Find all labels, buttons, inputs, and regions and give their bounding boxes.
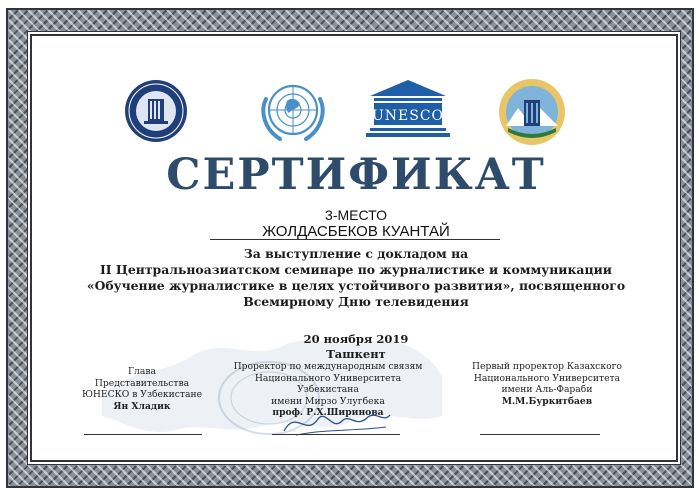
- signatory-name: проф. Р.Х.Ширинова: [272, 407, 384, 418]
- signatory-title-line: Национального Университета: [473, 372, 621, 384]
- event-date: 20 ноября 2019: [303, 332, 409, 346]
- signatory-title-line: Глава: [127, 366, 157, 377]
- signatory-title-line: Проректор по международным связям: [233, 361, 423, 372]
- signature-line: [480, 434, 600, 435]
- signatory-title-line: ЮНЕСКО в Узбекистане: [81, 389, 203, 400]
- signatory-title-line: имени Аль-Фараби: [501, 384, 593, 395]
- date-location: [32, 332, 678, 362]
- event-city: Ташкент: [326, 347, 386, 361]
- description-line: Всемирному Дню телевидения: [243, 294, 469, 309]
- un-emblem-icon: [254, 79, 332, 145]
- signatory-name: М.М.Буркитбаев: [501, 395, 593, 407]
- signatory-title-line: Первый проректор Казахского: [472, 361, 622, 372]
- signatory-unesco: [72, 366, 212, 412]
- signatory-title-line: Национального Университета Узбекистана: [254, 372, 402, 395]
- signatory-title-line: имени Мирзо Улугбека: [271, 395, 385, 407]
- kaznu-logo-icon: [498, 78, 566, 146]
- certificate-title: СЕРТИФИКАТ: [166, 150, 546, 200]
- signature-line: [84, 434, 202, 435]
- signatory-kaznu: [452, 361, 642, 407]
- recipient-name: ЖОЛДАСБЕКОВ КУАНТАЙ: [262, 223, 450, 240]
- recipient-underline: [210, 239, 500, 240]
- award-description: [72, 246, 640, 310]
- handwritten-signature-icon: [276, 401, 396, 441]
- signature-line: [272, 434, 400, 435]
- description-line: За выступление с докладом на: [243, 246, 469, 261]
- ornamental-frame: [6, 8, 694, 488]
- certificate-content: [30, 34, 678, 462]
- unesco-logo-icon: [366, 78, 450, 144]
- description-line: «Обучение журналистике в целях устойчивого развития», посвященного: [86, 278, 626, 293]
- nuu-logo-icon: [124, 79, 188, 143]
- signatory-name: Ян Хладик: [113, 400, 171, 412]
- unesco-logo-text: UNESCO: [371, 108, 445, 124]
- award-place: 3-МЕСТО: [325, 207, 387, 223]
- signatory-title-line: Представительства: [94, 377, 190, 389]
- description-line: II Центральноазиатском семинаре по журналистике и коммуникации: [100, 262, 612, 277]
